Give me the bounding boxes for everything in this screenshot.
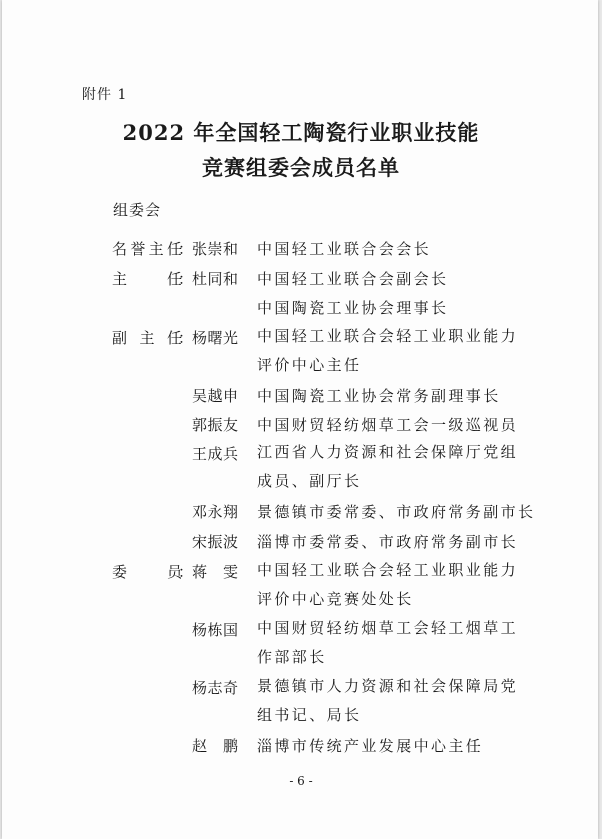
member-name: 王 成 兵 <box>192 445 238 463</box>
member-name: 吴 越 申 <box>192 387 238 405</box>
member-row <box>0 238 602 258</box>
member-row <box>0 531 602 551</box>
member-position: 淄博市委常委、市政府常务副市长 <box>257 533 519 551</box>
member-role: 委 员 <box>112 563 182 581</box>
member-name: 郭 振 友 <box>192 416 238 434</box>
member-row <box>0 268 602 288</box>
member-position: 中国轻工业联合会副会长 <box>257 270 449 288</box>
member-position: 中国陶瓷工业协会常务副理事长 <box>257 387 501 405</box>
page-number: - 6 - <box>289 774 313 788</box>
member-row <box>0 501 602 521</box>
member-name: 蒋 雯 <box>192 563 238 581</box>
member-position: 景德镇市委常委、市政府常务副市长 <box>257 503 536 521</box>
member-name: 杜 同 和 <box>192 270 238 288</box>
role-colon: ： <box>178 329 194 347</box>
member-position: 中国轻工业联合会轻工业职业能力评价中心竞赛处处长 <box>257 561 519 608</box>
member-row <box>0 385 602 405</box>
section-heading: 组委会 <box>113 201 162 219</box>
member-position: 江西省人力资源和社会保障厅党组成员、副厅长 <box>257 443 519 490</box>
member-name: 宋 振 波 <box>192 533 238 551</box>
role-colon: ： <box>178 563 194 581</box>
member-position: 中国轻工业联合会会长 <box>257 240 432 258</box>
member-position: 淄博市传统产业发展中心主任 <box>257 737 484 755</box>
member-name: 张 崇 和 <box>192 240 238 258</box>
member-row <box>0 561 602 608</box>
member-row <box>0 735 602 755</box>
member-row <box>0 414 602 434</box>
member-name: 杨 志 奇 <box>192 679 238 697</box>
member-name: 杨 栋 国 <box>192 621 238 639</box>
member-position: 景德镇市人力资源和社会保障局党组书记、局长 <box>257 677 519 724</box>
member-name: 邓 永 翔 <box>192 503 238 521</box>
member-row <box>0 619 602 666</box>
page-title-line1: 2022 年全国轻工陶瓷行业职业技能 <box>122 120 480 145</box>
member-name: 赵 鹏 <box>192 737 238 755</box>
role-colon: ： <box>178 270 194 288</box>
member-role: 主 任 <box>112 270 182 288</box>
member-role: 副 主 任 <box>112 329 182 347</box>
page-title-line2: 竞赛组委会成员名单 <box>202 155 400 180</box>
member-row <box>0 443 602 490</box>
member-position: 中国财贸轻纺烟草工会轻工烟草工作部部长 <box>257 619 519 666</box>
member-position: 中国轻工业联合会轻工业职业能力评价中心主任 <box>257 327 519 374</box>
role-colon: ： <box>178 240 194 258</box>
member-name: 杨 曙 光 <box>192 329 238 347</box>
member-row <box>0 677 602 724</box>
member-position: 中国财贸轻纺烟草工会一级巡视员 <box>257 416 519 434</box>
member-row <box>0 327 602 374</box>
member-position: 中国陶瓷工业协会理事长 <box>257 299 449 317</box>
attachment-label: 附件 1 <box>82 87 128 103</box>
member-role: 名 誉 主 任 <box>112 240 182 258</box>
member-row <box>0 297 602 317</box>
